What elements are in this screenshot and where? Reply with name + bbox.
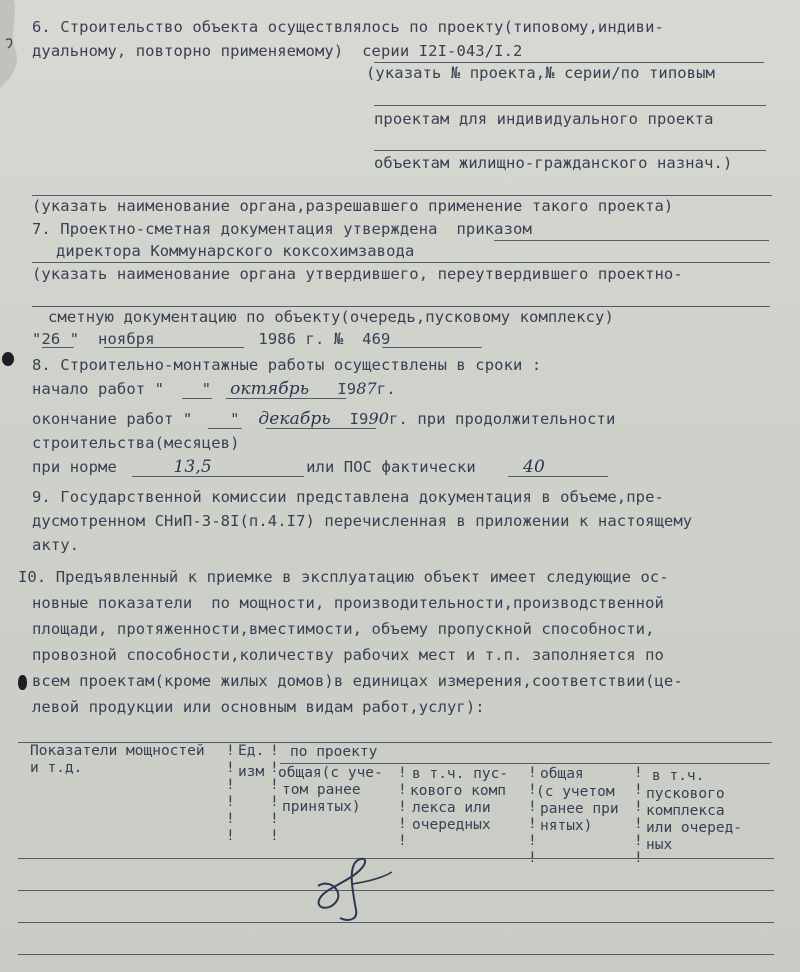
approving-body: директора Коммунарского коксохимзавода	[56, 242, 415, 260]
col-separator-1: ! ! ! ! ! !	[226, 743, 235, 844]
rule-day	[42, 347, 74, 348]
rule-end-month	[266, 428, 376, 429]
s7-line-1	[32, 220, 532, 238]
approval-month: ноября	[98, 330, 155, 348]
group-header-by-project: по проекту	[290, 744, 378, 760]
c5-line-4: нятых)	[540, 818, 593, 834]
approval-number: 469	[362, 330, 391, 348]
s6-line-1: 6. Строительство объекта осуществлялось по проекту(типовому,индиви-	[32, 18, 664, 36]
rule-start-month	[226, 398, 346, 399]
col-unit-header-2: изм	[238, 764, 265, 780]
end-year-prefix: I9	[349, 410, 369, 428]
s10-line-1: I0. Предъявленный к приемке в эксплуатацию объект имеет следующие ос-	[18, 568, 669, 586]
c3-line-3: принятых)	[282, 799, 361, 815]
c6-line-5: ных	[646, 837, 673, 853]
start-year: 87	[356, 379, 377, 398]
c5-line-2: (с учетом	[536, 784, 615, 800]
rule-number	[382, 347, 482, 348]
torn-edge-fragment	[0, 0, 22, 90]
rule-pos	[508, 476, 608, 477]
end-label: окончание работ	[32, 410, 174, 428]
end-year-suffix: г. при продолжительности	[389, 410, 616, 428]
s7-line-4: сметную документацию по объекту(очередь,пусковому комплексу)	[48, 308, 614, 326]
s9-line-1: 9. Государственной комиссии представлена документация в объеме,пре-	[32, 488, 664, 506]
start-year-suffix: г.	[376, 380, 396, 398]
start-month: октябрь	[230, 379, 310, 399]
s10-line-4: провозной способности,количеству рабочих мест и т.п. заполняется по	[32, 646, 664, 664]
s7-line-3: (указать наименование органа утвердившего, переутвердившего проектно-	[32, 265, 683, 283]
c3-line-1: общая(с уче-	[278, 765, 383, 781]
rule-approving-body	[32, 262, 770, 263]
s9-line-2: дусмотренном СНиП-3-8I(п.4.I7) перечисленная в приложении к настоящему	[32, 512, 693, 530]
signature-mark	[300, 848, 410, 928]
rule-s6-5	[32, 195, 772, 196]
c6-line-4: или очеред-	[646, 820, 743, 836]
rule-s6-3	[374, 105, 766, 106]
col-separator-2: ! ! ! ! ! !	[270, 743, 279, 844]
project-series: серии I2I-043/I.2	[362, 42, 523, 60]
s6-line-3: (указать № проекта,№ серии/по типовым	[366, 64, 715, 82]
col-separator-5: ! ! ! ! ! !	[634, 765, 643, 866]
c4-line-4: очередных	[412, 817, 491, 833]
end-month: декабрь	[258, 409, 331, 429]
rule-s6-4	[374, 150, 766, 151]
s10-line-2: новные показатели по мощности, производительности,производственной	[32, 594, 664, 612]
s6-line-6: (указать наименование органа,разрешавшего применение такого проекта)	[32, 197, 674, 215]
punch-hole-mark-2	[18, 675, 27, 690]
rule-group-header	[280, 763, 770, 764]
c5-line-3: ранее при	[540, 801, 619, 817]
norm-label: при норме	[32, 458, 117, 476]
norm-value: 13,5	[173, 457, 212, 477]
pos-label: или ПОС фактически	[306, 458, 476, 476]
punch-hole-mark	[2, 352, 14, 366]
rule-series	[374, 62, 764, 63]
c6-line-1: в т.ч.	[652, 768, 705, 784]
col-indicator-header-1: Показатели мощностей	[30, 743, 205, 759]
end-of-works: окончание работ " " декабрь I990г. при продолжительности	[32, 409, 616, 429]
col-unit-header-1: Ед.	[238, 743, 265, 759]
s6-line-2	[32, 42, 522, 60]
rule-norm	[132, 476, 304, 477]
s8-line-1: 8. Строительно-монтажные работы осуществлены в сроки :	[32, 356, 542, 374]
s7-line-1-text: 7. Проектно-сметная документация утверждена	[32, 220, 438, 238]
s9-line-3: акту.	[32, 536, 80, 554]
pos-value: 40	[523, 457, 545, 477]
s10-line-3: площади, протяженности,вместимости, объему пропускной способности,	[32, 620, 655, 638]
start-of-works: начало работ " " октябрь I987г.	[32, 379, 396, 399]
c5-line-1: общая	[540, 766, 584, 782]
c6-line-2: пускового	[646, 786, 725, 802]
end-year: 90	[368, 409, 390, 428]
approval-date-line: "26 " ноября 1986 г. № 469	[32, 330, 391, 348]
approval-day: 26	[41, 330, 61, 348]
c4-line-3: лекса или	[412, 800, 491, 816]
s10-line-6: левой продукции или основным видам работ,услуг):	[32, 698, 485, 716]
s6-line-4: проектам для индивидуального проекта	[374, 110, 714, 128]
c3-line-2: том ранее	[282, 782, 361, 798]
c4-line-1: в т.ч. пус-	[412, 766, 509, 782]
norm-line	[32, 458, 545, 476]
rule-s7-3	[32, 306, 770, 307]
s6-line-5: объектам жилищно-гражданского назнач.)	[374, 154, 733, 172]
rule-month	[104, 347, 244, 348]
approval-number-label: №	[333, 330, 344, 348]
start-label: начало работ	[32, 380, 146, 398]
col-separator-3: ! ! ! ! !	[398, 765, 407, 849]
approval-type: приказом	[456, 220, 532, 238]
s6-line-2-text: дуальному, повторно применяемому)	[32, 42, 344, 60]
duration-label: строительства(месяцев)	[32, 434, 240, 452]
rule-approval	[494, 240, 769, 241]
col-indicator-header-2: и т.д.	[30, 760, 83, 776]
c4-line-2: кового комп	[410, 783, 507, 799]
table-row-rule-4	[18, 954, 774, 955]
c6-line-3: комплекса	[646, 803, 725, 819]
col-separator-4: ! ! ! ! ! !	[528, 765, 537, 866]
s10-line-5: всем проектам(кроме жилых домов)в единицах измерения,соответствии(це-	[32, 672, 683, 690]
rule-start-day	[182, 398, 212, 399]
rule-end-day	[208, 428, 242, 429]
approval-year: 1986 г.	[258, 330, 325, 348]
start-year-prefix: I9	[337, 380, 357, 398]
